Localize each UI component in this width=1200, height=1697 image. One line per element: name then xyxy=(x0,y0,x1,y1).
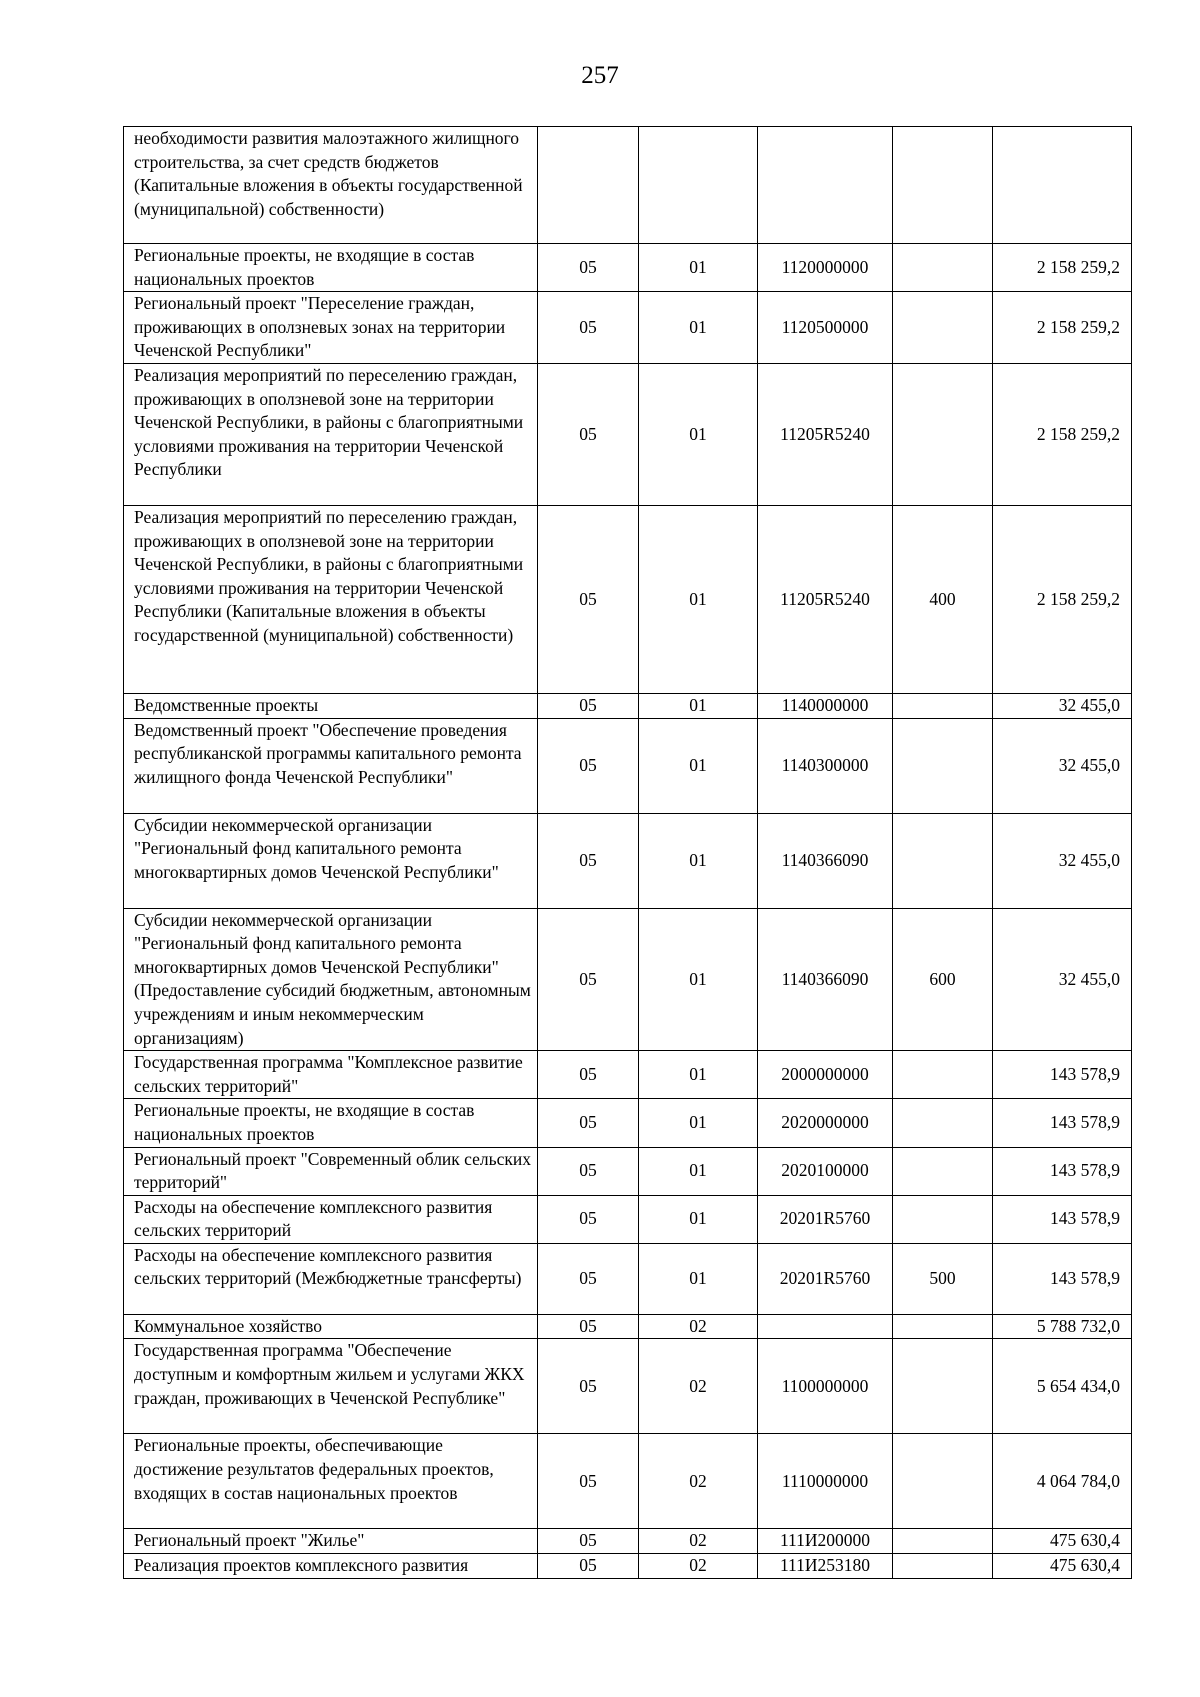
row-target-article: 2000000000 xyxy=(758,1051,893,1099)
row-name: Ведомственные проекты xyxy=(124,693,538,718)
table-row xyxy=(124,505,1132,693)
row-amount: 143 578,9 xyxy=(993,1195,1132,1243)
table-row xyxy=(124,1195,1132,1243)
table-row xyxy=(124,1339,1132,1434)
row-expense-type: 500 xyxy=(893,1243,993,1314)
table-row xyxy=(124,127,1132,244)
row-name: Ведомственный проект "Обеспечение проведения республиканской программы капитального ремонта жилищного фонда Чеченской Республики" xyxy=(124,718,538,813)
row-amount xyxy=(993,127,1132,244)
row-target-article: 11205R5240 xyxy=(758,363,893,505)
row-amount: 475 630,4 xyxy=(993,1529,1132,1554)
row-subsection: 02 xyxy=(639,1434,758,1529)
row-subsection: 01 xyxy=(639,813,758,908)
row-amount: 32 455,0 xyxy=(993,718,1132,813)
row-target-article: 11205R5240 xyxy=(758,505,893,693)
row-section xyxy=(538,127,639,244)
row-target-article: 2020100000 xyxy=(758,1147,893,1195)
row-section: 05 xyxy=(538,1434,639,1529)
row-amount: 143 578,9 xyxy=(993,1099,1132,1147)
table-row xyxy=(124,908,1132,1051)
row-name: Субсидии некоммерческой организации "Региональный фонд капитального ремонта многоквартирных домов Чеченской Республики" (Предоставление субсидий бюджетным, автономным учреждениям и иным некоммерческим организациям) xyxy=(124,908,538,1051)
row-amount: 32 455,0 xyxy=(993,908,1132,1051)
row-subsection: 01 xyxy=(639,718,758,813)
table-row xyxy=(124,1529,1132,1554)
row-subsection: 01 xyxy=(639,505,758,693)
row-subsection: 01 xyxy=(639,908,758,1051)
row-name: Государственная программа "Комплексное развитие сельских территорий" xyxy=(124,1051,538,1099)
table-row xyxy=(124,1243,1132,1314)
row-subsection: 02 xyxy=(639,1554,758,1579)
table-row xyxy=(124,1051,1132,1099)
row-name: Региональные проекты, не входящие в состав национальных проектов xyxy=(124,244,538,292)
row-subsection: 02 xyxy=(639,1339,758,1434)
row-name: Субсидии некоммерческой организации "Региональный фонд капитального ремонта многоквартирных домов Чеченской Республики" xyxy=(124,813,538,908)
row-subsection: 01 xyxy=(639,1099,758,1147)
row-target-article: 111И253180 xyxy=(758,1554,893,1579)
row-expense-type xyxy=(893,1339,993,1434)
table-row xyxy=(124,718,1132,813)
row-amount: 5 788 732,0 xyxy=(993,1314,1132,1339)
row-subsection: 01 xyxy=(639,363,758,505)
table-row xyxy=(124,813,1132,908)
row-target-article: 1120000000 xyxy=(758,244,893,292)
row-target-article: 1140366090 xyxy=(758,908,893,1051)
table-row xyxy=(124,1434,1132,1529)
row-amount: 2 158 259,2 xyxy=(993,244,1132,292)
row-name: Региональные проекты, обеспечивающие достижение результатов федеральных проектов, входящих в состав национальных проектов xyxy=(124,1434,538,1529)
row-expense-type xyxy=(893,1099,993,1147)
row-name: Реализация мероприятий по переселению граждан, проживающих в оползневой зоне на территории Чеченской Республики, в районы с благоприятными условиями проживания на территории Чеченской Республики (Капитальные вложения в объекты государственной (муниципальной) собственности) xyxy=(124,505,538,693)
row-section: 05 xyxy=(538,693,639,718)
row-name: Региональный проект "Современный облик сельских территорий" xyxy=(124,1147,538,1195)
row-subsection: 02 xyxy=(639,1529,758,1554)
row-amount: 2 158 259,2 xyxy=(993,505,1132,693)
row-amount: 143 578,9 xyxy=(993,1051,1132,1099)
row-amount: 32 455,0 xyxy=(993,693,1132,718)
row-target-article: 1110000000 xyxy=(758,1434,893,1529)
row-expense-type xyxy=(893,1051,993,1099)
row-target-article: 1140300000 xyxy=(758,718,893,813)
row-expense-type xyxy=(893,1434,993,1529)
row-expense-type xyxy=(893,1314,993,1339)
row-target-article: 20201R5760 xyxy=(758,1195,893,1243)
row-name: Государственная программа "Обеспечение доступным и комфортным жильем и услугами ЖКХ граждан, проживающих в Чеченской Республике" xyxy=(124,1339,538,1434)
row-target-article: 1120500000 xyxy=(758,292,893,364)
row-section: 05 xyxy=(538,363,639,505)
row-amount: 143 578,9 xyxy=(993,1147,1132,1195)
row-section: 05 xyxy=(538,1147,639,1195)
row-amount: 5 654 434,0 xyxy=(993,1339,1132,1434)
row-expense-type xyxy=(893,127,993,244)
row-expense-type xyxy=(893,1529,993,1554)
budget-table xyxy=(123,126,1132,1579)
row-target-article: 2020000000 xyxy=(758,1099,893,1147)
row-section: 05 xyxy=(538,1051,639,1099)
row-section: 05 xyxy=(538,505,639,693)
table-row xyxy=(124,1554,1132,1579)
row-target-article: 1100000000 xyxy=(758,1339,893,1434)
row-section: 05 xyxy=(538,1195,639,1243)
row-expense-type xyxy=(893,1554,993,1579)
row-section: 05 xyxy=(538,1314,639,1339)
table-row xyxy=(124,1099,1132,1147)
table-row xyxy=(124,292,1132,364)
row-expense-type xyxy=(893,693,993,718)
row-section: 05 xyxy=(538,244,639,292)
row-subsection: 01 xyxy=(639,292,758,364)
row-expense-type xyxy=(893,1147,993,1195)
row-subsection: 01 xyxy=(639,693,758,718)
table-row xyxy=(124,1314,1132,1339)
row-name: Региональные проекты, не входящие в состав национальных проектов xyxy=(124,1099,538,1147)
row-subsection xyxy=(639,127,758,244)
row-name: Реализация мероприятий по переселению граждан, проживающих в оползневой зоне на территории Чеченской Республики, в районы с благоприятными условиями проживания на территории Чеченской Республики xyxy=(124,363,538,505)
row-section: 05 xyxy=(538,1099,639,1147)
row-subsection: 01 xyxy=(639,244,758,292)
row-amount: 143 578,9 xyxy=(993,1243,1132,1314)
page-number: 257 xyxy=(581,62,619,89)
row-expense-type xyxy=(893,718,993,813)
row-expense-type xyxy=(893,244,993,292)
row-section: 05 xyxy=(538,1339,639,1434)
row-expense-type xyxy=(893,363,993,505)
row-amount: 32 455,0 xyxy=(993,813,1132,908)
row-subsection: 01 xyxy=(639,1195,758,1243)
row-section: 05 xyxy=(538,1554,639,1579)
row-expense-type xyxy=(893,292,993,364)
row-expense-type: 400 xyxy=(893,505,993,693)
row-name: Реализация проектов комплексного развития xyxy=(124,1554,538,1579)
row-name: Региональный проект "Переселение граждан, проживающих в оползневых зонах на территории Чеченской Республики" xyxy=(124,292,538,364)
row-section: 05 xyxy=(538,908,639,1051)
table-row xyxy=(124,1147,1132,1195)
row-amount: 475 630,4 xyxy=(993,1554,1132,1579)
row-section: 05 xyxy=(538,292,639,364)
row-expense-type xyxy=(893,813,993,908)
row-amount: 2 158 259,2 xyxy=(993,363,1132,505)
row-expense-type: 600 xyxy=(893,908,993,1051)
row-section: 05 xyxy=(538,813,639,908)
row-expense-type xyxy=(893,1195,993,1243)
row-subsection: 02 xyxy=(639,1314,758,1339)
row-section: 05 xyxy=(538,718,639,813)
row-subsection: 01 xyxy=(639,1243,758,1314)
table-row xyxy=(124,363,1132,505)
row-name: Расходы на обеспечение комплексного развития сельских территорий (Межбюджетные трансферты) xyxy=(124,1243,538,1314)
row-amount: 2 158 259,2 xyxy=(993,292,1132,364)
row-target-article: 1140366090 xyxy=(758,813,893,908)
row-target-article xyxy=(758,1314,893,1339)
table-row xyxy=(124,693,1132,718)
row-target-article: 111И200000 xyxy=(758,1529,893,1554)
row-target-article: 20201R5760 xyxy=(758,1243,893,1314)
row-subsection: 01 xyxy=(639,1147,758,1195)
row-target-article xyxy=(758,127,893,244)
row-section: 05 xyxy=(538,1529,639,1554)
row-section: 05 xyxy=(538,1243,639,1314)
row-name: Коммунальное хозяйство xyxy=(124,1314,538,1339)
row-amount: 4 064 784,0 xyxy=(993,1434,1132,1529)
row-name: Региональный проект "Жилье" xyxy=(124,1529,538,1554)
row-target-article: 1140000000 xyxy=(758,693,893,718)
row-subsection: 01 xyxy=(639,1051,758,1099)
row-name: необходимости развития малоэтажного жилищного строительства, за счет средств бюджетов (Капитальные вложения в объекты государственной (муниципальной) собственности) xyxy=(124,127,538,244)
table-row xyxy=(124,244,1132,292)
row-name: Расходы на обеспечение комплексного развития сельских территорий xyxy=(124,1195,538,1243)
